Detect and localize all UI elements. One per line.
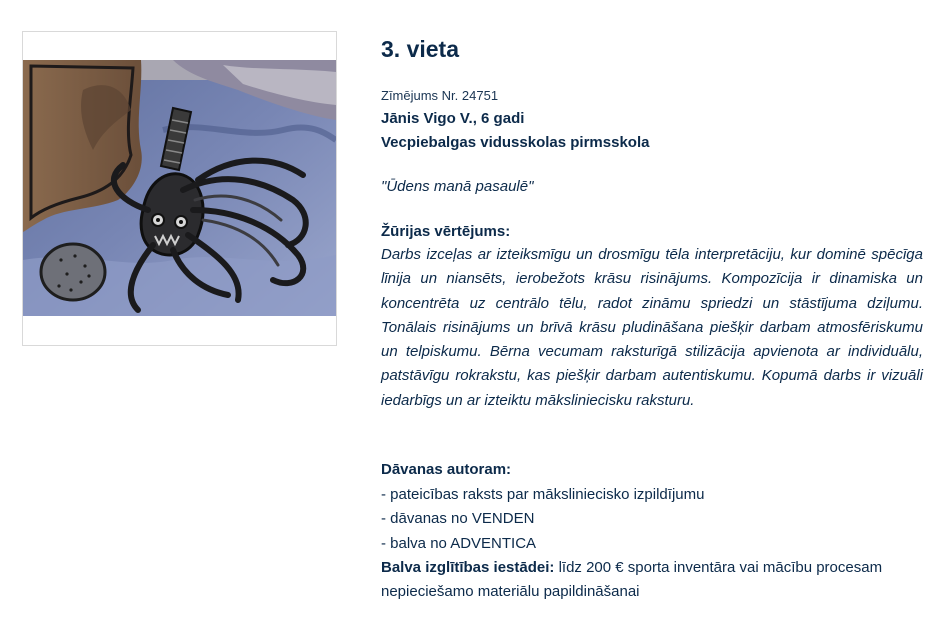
school-prize xyxy=(381,556,923,605)
school-prize-label: Balva izglītības iestādei: xyxy=(381,559,555,576)
gift-item: - balva no ADVENTICA xyxy=(381,534,537,552)
gift-item: - pateicības raksts par māksliniecisko izpildījumu xyxy=(381,486,705,503)
work-title: "Ūdens manā pasaulē" xyxy=(381,178,534,195)
artwork-image[interactable] xyxy=(23,60,336,316)
author-name: Jānis Vigo V., 6 gadi xyxy=(381,110,525,127)
school-name: Vecpiebalgas vidusskolas pirmsskola xyxy=(381,134,650,151)
gift-item: - dāvanas no VENDEN xyxy=(381,510,535,528)
gifts-heading: Dāvanas autoram: xyxy=(381,461,512,478)
jury-heading: Žūrijas vērtējums: xyxy=(381,223,511,240)
jury-evaluation-text: Darbs izceļas ar izteiksmīgu un drosmīgu tēla interpretāciju, kur dominē spēcīga līnija un niansēts, ierobežots krāsu risinājums. Kompozīcija ir dinamiska un koncentrēta uz centrālo tēlu, radot zināmu spriedzi un stāstījuma dziļumu. Tonālais risinājums un brīvā krāsu pludināšana piešķir darbam atmosfēriskumu un telpiskumu. Bērna vecumam raksturīgā stilizācija apvienota ar individuālu, patstāvīgu rokrakstu, kas piešķir darbam autentiskumu. Kopumā darbs ir vizuāli iedarbīgs un ar izteiktu māksliniecisku raksturu. xyxy=(381,246,923,409)
drawing-number: Zīmējums Nr. 24751 xyxy=(381,88,499,103)
gift-list xyxy=(381,483,704,556)
school-prize-text: līdz 200 € sporta inventāra vai mācību procesam nepieciešamo materiālu papildināšanai xyxy=(381,559,883,601)
place-title: 3. vieta xyxy=(381,36,459,62)
artwork-frame[interactable] xyxy=(22,31,337,346)
